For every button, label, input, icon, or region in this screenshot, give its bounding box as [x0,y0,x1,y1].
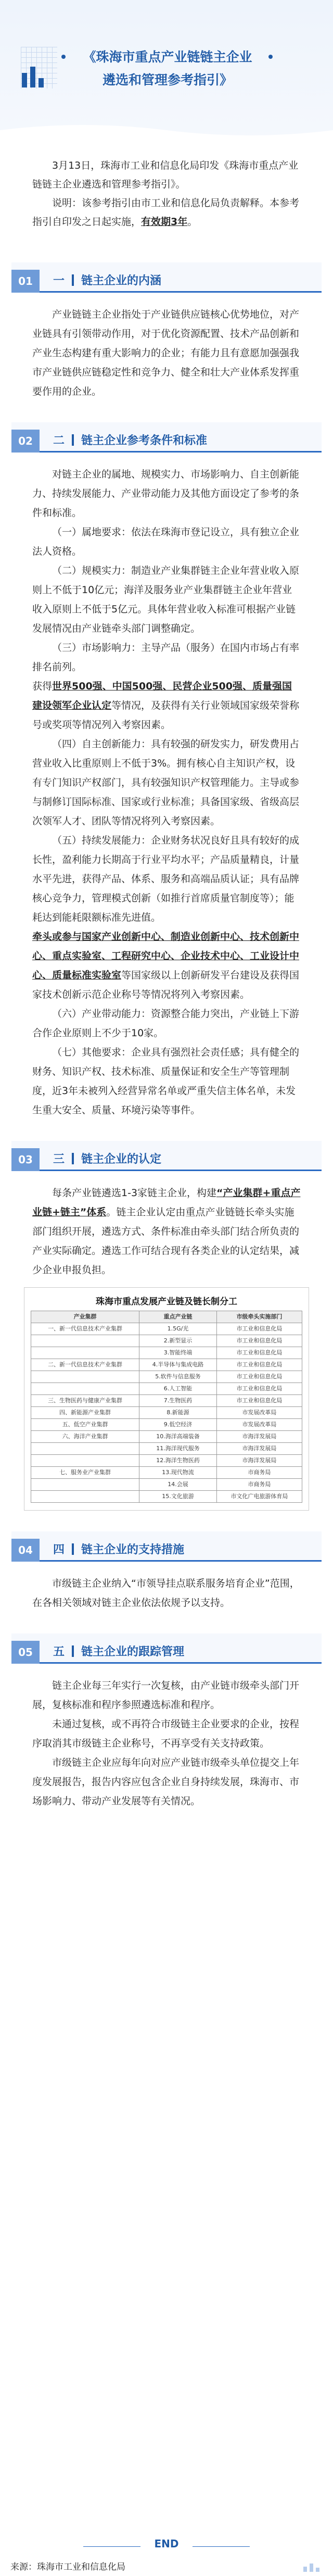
header-banner [0,0,333,141]
table-cell: 13.现代物流 [139,1467,217,1479]
paragraph: 对链主企业的属地、规模实力、市场影响力、自主创新能力、持续发展能力、产业带动能力及其他方面设定了参考的条件和标准。 [32,469,300,519]
section-header-02 [11,422,322,453]
table-row [31,1395,302,1407]
table-header-row [31,1311,302,1323]
paragraph: （一）属地要求：依法在珠海市登记设立，具有独立企业法人资格。 [32,526,300,557]
platforms-highlight: 牵头或参与国家产业创新中心、制造业创新中心、技术创新中心、重点实验室、工程研究中心、企业技术中心、工业设计中心、质量标准实验室 [32,931,300,981]
section-number: 04 [11,1539,40,1562]
section-header-04 [11,1531,322,1562]
table-row [31,1347,302,1359]
section-body-01 [0,293,333,401]
section-title: 四 链主企业的支持措施 [53,1543,185,1556]
table-cell: 1.5G/光 [139,1323,217,1335]
table-cell: 市工业和信息化局 [216,1371,302,1383]
table-cell: 7.生物医药 [139,1395,217,1407]
section-title: 三 链主企业的认定 [53,1153,162,1166]
table-cell: 一、新一代信息技术产业集群 [31,1323,139,1335]
paragraph: 链主企业每三年实行一次复核，由产业链市级牵头部门开展，复核标准和程序参照遴选标准和程序。 [32,1680,300,1711]
table-cell: 五、低空产业集群 [31,1419,139,1431]
table-cell: 4.半导体与集成电路 [139,1359,217,1371]
paragraph: 产业链链主企业指处于产业链供应链核心优势地位，对产业链具有引领带动作用，对于优化资源配置、技术产品创新和产业生态构建有重大影响力的企业；有能力且有意愿加强强我市产业链供应链稳定性和竞争力、健全和壮大产业体系发挥重要作用的企业。 [32,309,300,397]
table-cell: 6.人工智能 [139,1383,217,1395]
paragraph: 市级链主企业应每年向对应产业链市级牵头单位提交上年度发展报告，报告内容应包含企业自身持续发展，珠海市、市场影响力、带动产业发展等有关情况。 [32,1757,300,1807]
figure-title: 珠海市重点发展产业链及链长制分工 [96,1297,237,1307]
table-cell: 15.文化旅游 [139,1491,217,1503]
end-line-right [193,2546,250,2547]
section-body-02 [0,453,333,1120]
paragraph: （五）持续发展能力：企业财务状况良好且具有较好的成长性，盈利能力长期高于行业平均水平；产品质量精良，计量水平先进，获得产品、体系、服务和高端品质认证；具有品牌核心竞争力，管理模式创新（如推行首席质量官制度等）；能耗达到能耗限额标准先进值。 [32,835,300,923]
table-row [31,1491,302,1503]
column-header: 重点产业链 [139,1311,217,1323]
section-body-03 [0,1171,333,1280]
section-number: 05 [11,1641,40,1664]
table-row [31,1323,302,1335]
column-header: 产业集群 [31,1311,139,1323]
table-cell: 市海洋发展局 [216,1443,302,1455]
paragraph: （七）其他要求：企业具有强烈社会责任感；具有健全的财务、知识产权、技术标准、质量保证和安全生产等管理制度，近3年未被列入经营异常名单或严重失信主体名单，未发生重大安全、质量、环境污染等事件。 [32,1047,300,1116]
table-cell: 市工业和信息化局 [216,1395,302,1407]
title-line-1: 《珠海市重点产业链链主企业 [83,49,252,65]
table-cell: 市工业和信息化局 [216,1383,302,1395]
table-cell [31,1383,139,1395]
table-row [31,1335,302,1347]
awards-highlight: 世界500强、中国500强、民营企业500强、质量强国建设领军企业认定 [32,681,292,711]
table-cell: 二、新一代信息技术产业集群 [31,1359,139,1371]
paragraph: （六）产业带动能力：资源整合能力突出，产业链上下游合作企业原则上不少于10家。 [32,1008,300,1039]
bar-decoration [22,67,44,87]
system-highlight: “产业集群+重点产业链+链主”体系 [32,1187,301,1218]
paragraph: 每条产业链遴选1-3家链主企业，构建“产业集群+重点产业链+链主”体系。链主企业认定由重点产业链链长牵头实施部门组织开展，遴选方式、条件标准由牵头部门结合所负责的产业实际确定。遴选工作可结合现有各类企业的认定结果，减少企业申报负担。 [32,1187,301,1276]
section-number: 01 [11,270,40,293]
table-cell: 8.新能源 [139,1407,217,1419]
industry-chain-table [31,1311,302,1503]
section-number: 02 [11,430,40,453]
table-cell: 七、服务业产业集群 [31,1467,139,1479]
source-credit: 来源：珠海市工业和信息化局 [10,2562,125,2572]
section-header-05 [11,1633,322,1664]
wave-decoration [0,120,333,141]
column-header: 市级牵头实施部门 [216,1311,302,1323]
industry-chain-table-figure [24,1287,309,1511]
paragraph: 未通过复核，或不再符合市级链主企业要求的企业，按程序取消其市级链主企业称号，不再享受有关支持政策。 [32,1718,300,1749]
table-cell: 市商务局 [216,1467,302,1479]
section-title: 二 链主企业参考条件和标准 [53,434,208,447]
table-cell: 市海洋发展局 [216,1455,302,1467]
table-cell: 2.新型显示 [139,1335,217,1347]
section-title: 五 链主企业的跟踪管理 [53,1645,185,1658]
table-row [31,1479,302,1491]
table-cell: 市商务局 [216,1479,302,1491]
article-title [70,46,265,92]
table-cell: 市发展改革局 [216,1407,302,1419]
table-cell: 三、生物医药与健康产业集群 [31,1395,139,1407]
paragraph: （二）规模实力：制造业产业集群链主企业年营业收入原则上不低于10亿元；海洋及服务业产业集群链主企业年营业收入原则上不低于5亿元。具体年营业收入标准可根据产业链发展情况由产业链牵头部门调整确定。 [32,565,300,634]
table-cell: 9.低空经济 [139,1419,217,1431]
table-cell: 六、海洋产业集群 [31,1431,139,1443]
article-footer [0,2523,333,2576]
validity-highlight: 有效期3年 [141,216,188,228]
table-row [31,1407,302,1419]
table-cell: 12.海洋生物医药 [139,1455,217,1467]
paragraph-awards: 获得世界500强、中国500强、民营企业500强、质量强国建设领军企业认定等情况，及获得有关行业领域国家级荣誉称号或奖项等情况列入考察因素。 [32,681,300,731]
table-cell: 市工业和信息化局 [216,1359,302,1371]
table-row [31,1419,302,1431]
paragraph: 市级链主企业纳入“市领导挂点联系服务培育企业”范围，在各相关领域对链主企业依法依规予以支持。 [32,1578,300,1609]
bar-decoration-bottom [303,2564,319,2572]
intro-block [0,141,333,231]
intro-paragraph-1: 3月13日，珠海市工业和信息化局印发《珠海市重点产业链链主企业遴选和管理参考指引》。 [32,160,299,190]
table-cell: 市工业和信息化局 [216,1335,302,1347]
table-row [31,1467,302,1479]
table-cell: 市发展改革局 [216,1419,302,1431]
end-marker: END [154,2537,179,2550]
table-cell [31,1491,139,1503]
table-cell [31,1371,139,1383]
table-cell: 市工业和信息化局 [216,1347,302,1359]
table-row [31,1383,302,1395]
section-title: 一 链主企业的内涵 [53,274,162,287]
table-cell [31,1455,139,1467]
table-row [31,1455,302,1467]
table-cell: 市工业和信息化局 [216,1323,302,1335]
paragraph: （四）自主创新能力：具有较强的研发实力，研发费用占营业收入比重原则上不低于3%。拥有核心自主知识产权，设有专门知识产权部门，具有较强知识产权管理能力。主导或参与制修订国际标准、国家或行业标准；具备国家级、省级高层次领军人才、团队等情况将列入考察因素。 [32,738,300,827]
intro-paragraph-2: 说明：该参考指引由市工业和信息化局负责解释。本参考指引自印发之日起实施，有效期3年。 [32,197,300,228]
title-dot-left [61,55,66,59]
table-row [31,1443,302,1455]
table-cell: 5.软件与信息服务 [139,1371,217,1383]
table-cell: 3.智能终端 [139,1347,217,1359]
table-cell: 市文化广电旅游体育局 [216,1491,302,1503]
table-row [31,1371,302,1383]
paragraph: （三）市场影响力：主导产品（服务）在国内市场占有率排名前列。 [32,642,300,673]
section-header-03 [11,1141,322,1171]
table-cell [31,1347,139,1359]
section-header-01 [11,262,322,293]
table-row [31,1359,302,1371]
section-body-05 [0,1664,333,1811]
section-number: 03 [11,1148,40,1171]
table-cell: 10.海洋高端装备 [139,1431,217,1443]
table-cell: 四、新能源产业集群 [31,1407,139,1419]
table-cell [31,1335,139,1347]
table-row [31,1431,302,1443]
paragraph-platforms: 牵头或参与国家产业创新中心、制造业创新中心、技术创新中心、重点实验室、工程研究中心、企业技术中心、工业设计中心、质量标准实验室等国家级以上创新研发平台建设及获得国家技术创新示范企业称号等情况将列入考察因素。 [32,931,300,1000]
table-cell: 14.会展 [139,1479,217,1491]
table-cell: 市海洋发展局 [216,1431,302,1443]
section-body-04 [0,1562,333,1613]
table-cell: 11.海洋现代服务 [139,1443,217,1455]
title-dot-right [268,55,273,59]
table-cell [31,1479,139,1491]
title-line-2: 遴选和管理参考指引》 [102,72,233,87]
table-cell [31,1443,139,1455]
